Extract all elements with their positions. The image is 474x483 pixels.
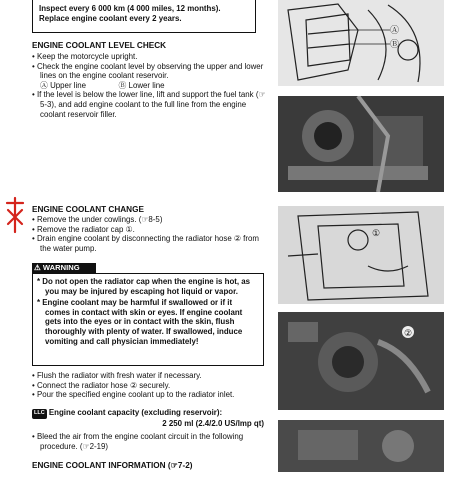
refill-step-2: • Connect the radiator hose ② securely.: [32, 380, 171, 390]
label-radiator-cap: ①: [372, 228, 381, 238]
bleed-step-text: • Bleed the air from the engine coolant circuit in the following procedure. (☞2-19): [32, 432, 244, 451]
change-step-3: • Drain engine coolant by disconnecting the radiator hose ② from the water pump.: [32, 234, 259, 253]
coolant-change-steps: [32, 215, 272, 253]
inspect-line-1: Inspect every 6 000 km (4 000 miles, 12 months).: [39, 4, 221, 13]
bleed-step: [32, 432, 272, 451]
refill-step-1: • Flush the radiator with fresh water if necessary.: [32, 371, 202, 380]
coolant-info-title: ENGINE COOLANT INFORMATION (☞7-2): [32, 461, 193, 470]
capacity-label: Engine coolant capacity (excluding reservoir):: [48, 408, 223, 417]
legend-upper-line: Ⓐ Upper line: [40, 80, 87, 90]
capacity-value: 2 250 ml (2.4/2.0 US/lmp qt): [162, 419, 264, 428]
inspect-interval-box: [32, 0, 256, 33]
warning-label: ⚠ WARNING: [32, 263, 96, 273]
inspect-line-2: Replace engine coolant every 2 years.: [39, 14, 182, 23]
label-radiator-hose: ②: [404, 328, 413, 338]
level-step-2: • Check the engine coolant level by observing the upper and lower lines on the engine coolant reservoir.: [32, 61, 264, 81]
label-lower-b: Ⓑ: [390, 39, 400, 49]
llc-badge: LLC: [32, 409, 47, 419]
maintenance-icon: [4, 196, 26, 234]
level-step-3: • If the level is below the lower line, lift and support the fuel tank (☞5-3), and add engine coolant to the full line from the engine coolant reservoir filler.: [32, 90, 266, 119]
warning-box: [32, 273, 264, 366]
reservoir-photo: [278, 0, 444, 86]
radiator-cap-photo: [278, 206, 444, 304]
radiator-hose-photo: [278, 312, 444, 410]
level-legend: [32, 81, 272, 91]
water-pump-photo: [278, 420, 444, 472]
level-check-title: ENGINE COOLANT LEVEL CHECK: [32, 41, 167, 50]
label-upper-a: Ⓐ: [390, 25, 400, 35]
coolant-change-title: ENGINE COOLANT CHANGE: [32, 205, 144, 214]
level-step-1: • Keep the motorcycle upright.: [32, 52, 138, 61]
warning-item-2: * Engine coolant may be harmful if swallowed or if it comes in contact with skin or eyes. If engine coolant gets into the eyes or in contact with the skin, flush thoroughly with plenty of water. If swallowed, induce vomiting and call physician immediately!: [37, 298, 243, 346]
change-step-2: • Remove the radiator cap ①.: [32, 224, 135, 234]
legend-lower-line: Ⓑ Lower line: [118, 80, 165, 90]
reservoir-drawing: [278, 0, 444, 86]
level-check-steps: [32, 52, 272, 119]
fuel-tank-photo: [278, 96, 444, 192]
capacity-spec: [32, 408, 272, 419]
change-step-1: • Remove the under cowlings. (☞8-5): [32, 215, 163, 224]
warning-item-1: * Do not open the radiator cap when the engine is hot, as you may be injured by escaping hot liquid or vapor.: [37, 277, 251, 296]
refill-steps: [32, 371, 272, 400]
refill-step-3: • Pour the specified engine coolant up to the radiator inlet.: [32, 390, 235, 400]
